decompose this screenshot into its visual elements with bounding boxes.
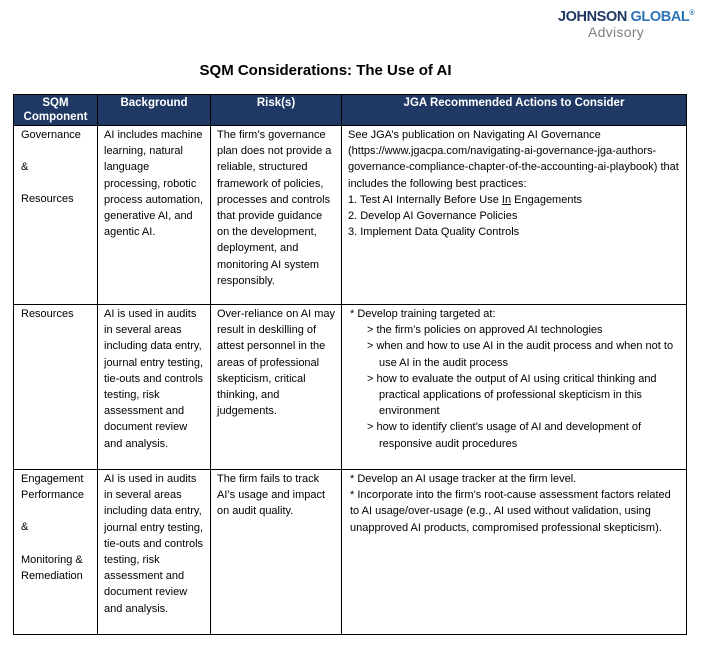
cell-actions: See JGA’s publication on Navigating AI Governance (https://www.jgacpa.com/navigating-ai-governance-jga-authors-governance-compliance-chapter-of-the-accounting-ai-playbook) that includes the following best practices: 1. Test AI Internally Before Use In Engagements 2. Develop AI Governance Policies 3. Implement Data Quality Controls <box>342 126 687 305</box>
cell-actions: * Develop an AI usage tracker at the firm level. * Incorporate into the firm’s root-cause assessment factors related to AI usage/over-usage (e.g., AI used without validation, using unapproved AI products, compromised professional skepticism). <box>342 470 687 635</box>
cell-risk: The firm fails to track AI’s usage and impact on audit quality. <box>211 470 342 635</box>
cell-component: Engagement Performance & Monitoring & Remediation <box>14 470 98 635</box>
table-header-row <box>14 95 687 126</box>
cell-component: Resources <box>14 305 98 470</box>
company-logo <box>558 6 695 40</box>
cell-background: AI is used in audits in several areas including data entry, journal entry testing, tie-outs and controls testing, risk assessment and document review and analysis. <box>98 305 211 470</box>
cell-background: AI includes machine learning, natural language processing, robotic process automation, generative AI, and agentic AI. <box>98 126 211 305</box>
table-row <box>14 305 687 470</box>
cell-risk: Over-reliance on AI may result in deskilling of attest personnel in the areas of professional skepticism, critical thinking, and judgements. <box>211 305 342 470</box>
table-row <box>14 470 687 635</box>
header-actions: JGA Recommended Actions to Consider <box>342 95 687 126</box>
header-sqm-component: SQM Component <box>14 95 98 126</box>
cell-risk: The firm’s governance plan does not provide a reliable, structured framework of policies, processes and controls that provide guidance on the development, deployment, and monitoring AI system responsibly. <box>211 126 342 305</box>
table-row <box>14 126 687 305</box>
header-risks: Risk(s) <box>211 95 342 126</box>
cell-actions: * Develop training targeted at: > the firm’s policies on approved AI technologies > when and how to use AI in the audit process and when not to use AI in the audit process > how to evaluate the output of AI using critical thinking and practical applications of professional skepticism in this environment > how to identify client’s usage of AI and development of responsive audit procedures <box>342 305 687 470</box>
page-title: SQM Considerations: The Use of AI <box>199 62 452 79</box>
logo-wordmark: JOHNSON GLOBAL® <box>558 8 695 25</box>
cell-component: Governance & Resources <box>14 126 98 305</box>
logo-subtitle: Advisory <box>588 23 645 40</box>
cell-background: AI is used in audits in several areas including data entry, journal entry testing, tie-outs and controls testing, risk assessment and document review and analysis. <box>98 470 211 635</box>
sqm-table <box>13 94 687 635</box>
header-background: Background <box>98 95 211 126</box>
